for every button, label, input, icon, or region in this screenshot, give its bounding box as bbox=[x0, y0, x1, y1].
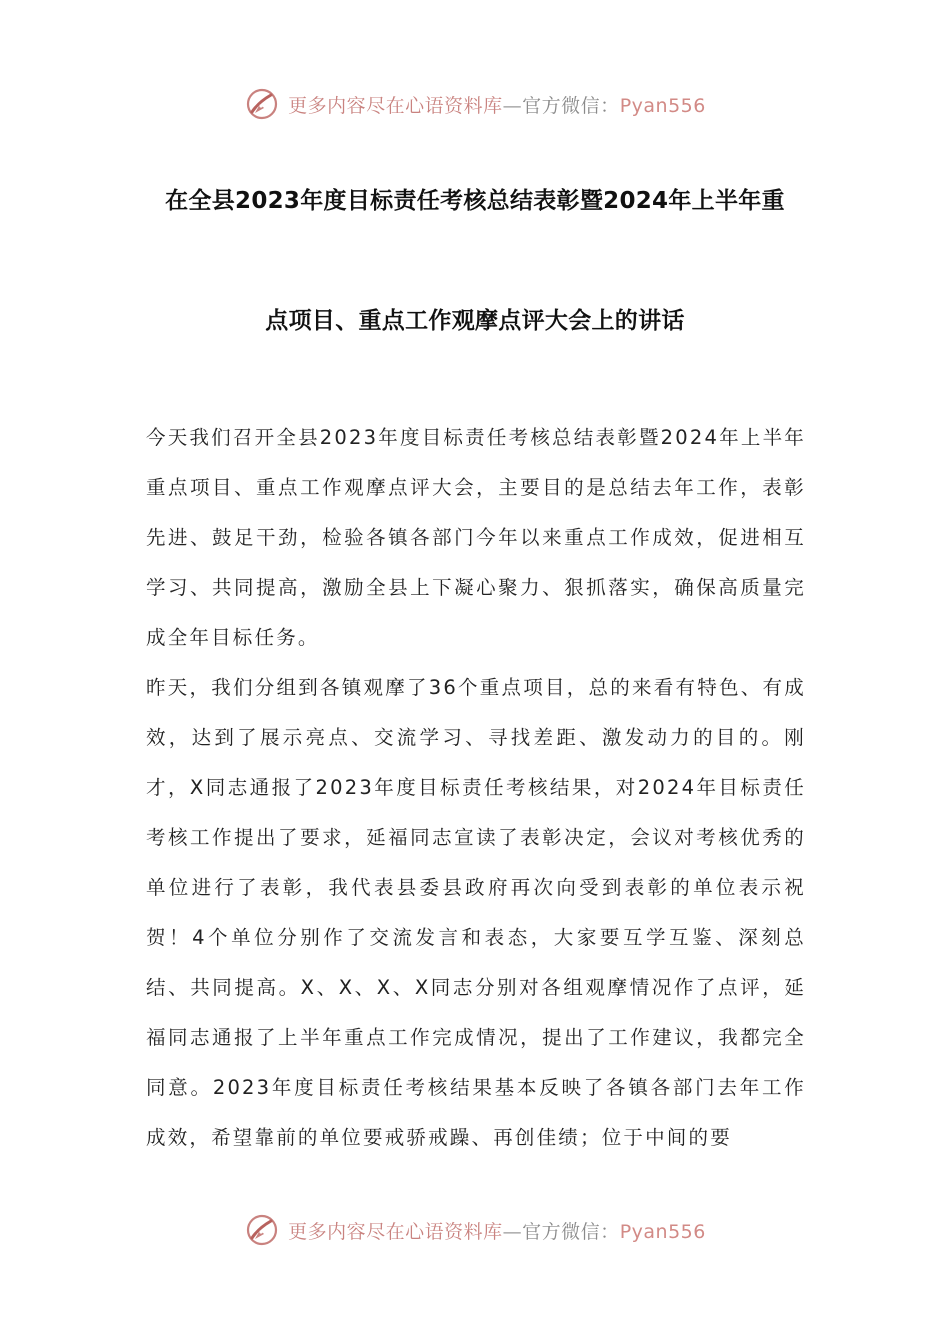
pen-nib-logo-icon bbox=[244, 86, 280, 122]
document-title-line-1: 在全县2023年度目标责任考核总结表彰暨2024年上半年重 bbox=[165, 188, 785, 214]
pen-nib-logo-icon bbox=[244, 1212, 280, 1248]
watermark-separator: — bbox=[502, 1220, 523, 1243]
watermark-contact-label: 官方微信： bbox=[522, 1220, 620, 1243]
footer-watermark bbox=[0, 1210, 950, 1250]
watermark-brand: 更多内容尽在心语资料库 bbox=[288, 1220, 503, 1243]
document-body bbox=[146, 413, 806, 1163]
body-paragraph-2: 昨天，我们分组到各镇观摩了36个重点项目，总的来看有特色、有成效，达到了展示亮点、交流学习、寻找差距、激发动力的目的。刚才，X同志通报了2023年度目标责任考核结果，对2024年目标责任考核工作提出了要求，延福同志宣读了表彰决定，会议对考核优秀的单位进行了表彰，我代表县委县政府再次向受到表彰的单位表示祝贺！4个单位分别作了交流发言和表态，大家要互学互鉴、深刻总结、共同提高。X、X、X、X同志分别对各组观摩情况作了点评，延福同志通报了上半年重点工作完成情况，提出了工作建议，我都完全同意。2023年度目标责任考核结果基本反映了各镇各部门去年工作成效，希望靠前的单位要戒骄戒躁、再创佳绩；位于中间的要 bbox=[146, 676, 806, 1149]
body-paragraph-1: 今天我们召开全县2023年度目标责任考核总结表彰暨2024年上半年重点项目、重点工作观摩点评大会，主要目的是总结去年工作，表彰先进、鼓足干劲，检验各镇各部门今年以来重点工作成效，促进相互学习、共同提高，激励全县上下凝心聚力、狠抓落实，确保高质量完成全年目标任务。 bbox=[146, 426, 806, 649]
header-watermark bbox=[0, 84, 950, 124]
watermark-text bbox=[288, 1217, 706, 1244]
document-title-line-2: 点项目、重点工作观摩点评大会上的讲话 bbox=[265, 308, 685, 334]
watermark-brand: 更多内容尽在心语资料库 bbox=[288, 94, 503, 117]
watermark-contact-id: Pyan556 bbox=[619, 1220, 706, 1243]
watermark-contact-label: 官方微信： bbox=[522, 94, 620, 117]
watermark-text bbox=[288, 91, 706, 118]
watermark-separator: — bbox=[502, 94, 523, 117]
watermark-contact-id: Pyan556 bbox=[619, 94, 706, 117]
